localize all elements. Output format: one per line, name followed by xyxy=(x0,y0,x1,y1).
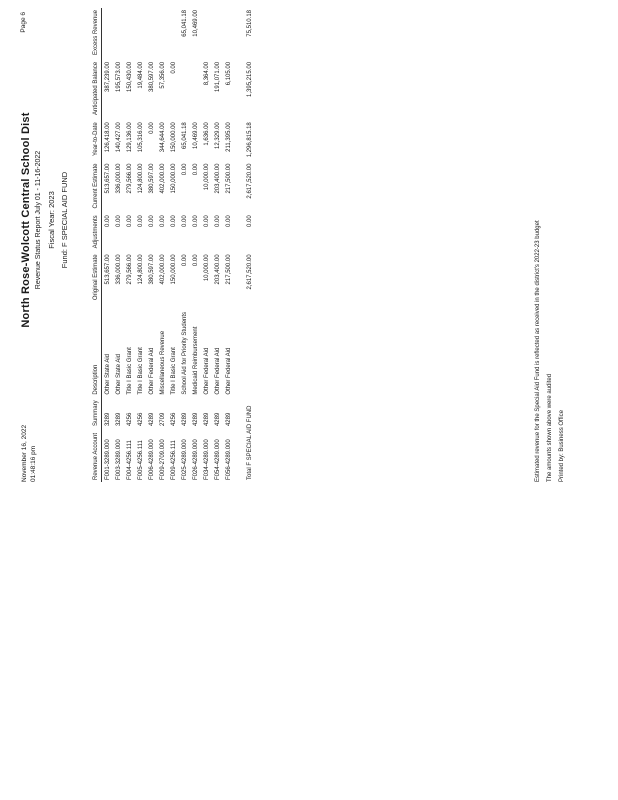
original-cell: 203,400.00 xyxy=(214,254,221,285)
footnote: The amounts shown above were audited xyxy=(547,373,553,482)
anticipated-cell: 195,573.00 xyxy=(115,61,122,92)
table-row xyxy=(124,8,135,482)
description-cell: Title I Basic Grant xyxy=(170,347,177,395)
account-cell: F025-4289.000 xyxy=(181,439,188,480)
table-row xyxy=(146,8,157,482)
anticipated-cell: 380,597.00 xyxy=(148,61,155,92)
revenue-table xyxy=(92,8,256,482)
col-adjustments: Adjustments xyxy=(92,213,102,252)
table-row xyxy=(135,8,146,482)
table-header-row xyxy=(92,8,102,482)
summary-cell: 4289 xyxy=(181,412,188,427)
current-cell: 150,000.00 xyxy=(170,163,177,194)
table-row xyxy=(212,8,223,482)
original-cell: 124,800.00 xyxy=(137,254,144,285)
col-summary: Summary xyxy=(92,397,102,428)
report-time: 01:48:16 pm xyxy=(30,445,37,482)
adjustments-cell: 0.00 xyxy=(214,215,221,228)
summary-cell: 2709 xyxy=(159,412,166,427)
page-number: Page 6 xyxy=(20,12,27,33)
summary-cell: 4289 xyxy=(214,412,221,427)
description-cell: Other Federal Aid xyxy=(214,347,221,395)
excess-cell xyxy=(201,8,212,60)
ytd-cell: 344,644.00 xyxy=(159,122,166,153)
ytd-cell: 211,395.00 xyxy=(225,122,232,152)
current-cell: 380,597.00 xyxy=(148,163,155,194)
adjustments-cell: 0.00 xyxy=(159,215,166,228)
excess-cell xyxy=(223,8,234,60)
col-original-estimate: Original Estimate xyxy=(92,252,102,305)
description-cell: Other Federal Aid xyxy=(203,347,210,395)
description-cell: Other State Aid xyxy=(104,353,111,395)
col-description: Description xyxy=(92,305,102,397)
current-cell: 513,657.00 xyxy=(104,163,111,194)
ytd-cell: 1,636.00 xyxy=(203,122,210,146)
description-cell: Other Federal Aid xyxy=(148,347,155,395)
col-year-to-date: Year-to-Date xyxy=(92,120,102,161)
table-row xyxy=(223,8,234,482)
summary-cell: 4289 xyxy=(203,412,210,427)
table-row xyxy=(190,8,201,482)
account-cell: F054-4289.000 xyxy=(214,439,221,480)
current-cell: 279,566.00 xyxy=(126,163,133,194)
account-cell: F001-3289.000 xyxy=(104,439,111,480)
ytd-cell: 129,136.00 xyxy=(126,122,133,153)
col-anticipated-balance: Anticipated Balance xyxy=(92,60,102,120)
total-label: Total F SPECIAL AID FUND xyxy=(247,405,253,480)
anticipated-cell: 191,071.00 xyxy=(214,61,221,92)
current-cell: 124,800.00 xyxy=(137,163,144,194)
ytd-cell: 0.00 xyxy=(148,122,155,134)
total-excess: 75,510.18 xyxy=(247,10,253,37)
original-cell: 279,566.00 xyxy=(126,254,133,285)
anticipated-cell: 8,364.00 xyxy=(203,61,210,86)
current-cell: 10,000.00 xyxy=(203,163,210,191)
adjustments-cell: 0.00 xyxy=(115,215,122,228)
ytd-cell: 10,469.00 xyxy=(192,122,199,149)
footnote: Printed by: Business Office xyxy=(559,410,565,482)
account-cell: F009-4256.111 xyxy=(170,440,177,480)
table-row xyxy=(179,8,190,482)
excess-cell: 65,041.18 xyxy=(181,10,188,37)
col-current-estimate: Current Estimate xyxy=(92,162,102,214)
fiscal-year: Fiscal Year: 2023 xyxy=(47,191,56,249)
excess-cell xyxy=(124,8,135,60)
excess-cell xyxy=(135,8,146,60)
description-cell: Other State Aid xyxy=(115,353,122,395)
summary-cell: 4256 xyxy=(137,412,144,427)
adjustments-cell: 0.00 xyxy=(148,215,155,228)
anticipated-cell: 19,484.00 xyxy=(137,61,144,89)
summary-cell: 4289 xyxy=(225,412,232,427)
report-header-left xyxy=(20,425,38,482)
original-cell: 0.00 xyxy=(181,254,188,267)
anticipated-cell: 0.00 xyxy=(170,61,177,74)
description-cell: Title I Basic Grant xyxy=(126,347,133,395)
current-cell: 402,000.00 xyxy=(159,163,166,194)
anticipated-cell: 6,105.00 xyxy=(225,61,232,86)
col-excess-revenue: Excess Revenue xyxy=(92,8,102,60)
description-cell: School Aid for Priority Students xyxy=(181,311,188,395)
ytd-cell: 126,418.00 xyxy=(104,122,111,153)
col-revenue-account: Revenue Account xyxy=(92,428,102,482)
excess-cell: 10,469.00 xyxy=(192,10,199,37)
original-cell: 380,597.00 xyxy=(148,254,155,285)
total-ytd: 1,296,815.18 xyxy=(247,122,253,158)
excess-cell xyxy=(157,8,168,60)
account-cell: F004-4256.111 xyxy=(126,440,133,480)
account-cell: F003-3289.000 xyxy=(115,439,122,480)
original-cell: 402,000.00 xyxy=(159,254,166,285)
excess-cell xyxy=(102,8,114,60)
summary-cell: 3289 xyxy=(115,412,122,427)
adjustments-cell: 0.00 xyxy=(126,215,133,228)
account-cell: F034-4289.000 xyxy=(203,439,210,480)
excess-cell xyxy=(212,8,223,60)
table-row xyxy=(201,8,212,482)
excess-cell xyxy=(146,8,157,60)
adjustments-cell: 0.00 xyxy=(104,215,111,228)
excess-cell xyxy=(113,8,124,60)
description-cell: Medicaid Reimbursement xyxy=(192,326,199,395)
original-cell: 10,000.00 xyxy=(203,254,210,282)
adjustments-cell: 0.00 xyxy=(192,215,199,228)
report-title-block xyxy=(20,80,69,360)
total-adjustments: 0.00 xyxy=(247,215,253,228)
current-cell: 203,400.00 xyxy=(214,163,221,194)
current-cell: 0.00 xyxy=(181,163,188,176)
ytd-cell: 150,000.00 xyxy=(170,122,177,153)
anticipated-cell xyxy=(190,60,201,120)
anticipated-cell: 387,239.00 xyxy=(104,61,111,92)
summary-cell: 4256 xyxy=(126,412,133,427)
ytd-cell: 12,329.00 xyxy=(214,122,221,149)
summary-cell: 4289 xyxy=(192,412,199,427)
original-cell: 336,000.00 xyxy=(115,254,122,285)
original-cell: 0.00 xyxy=(192,254,199,267)
table-row xyxy=(157,8,168,482)
report-date: November 16, 2022 xyxy=(21,424,28,482)
account-cell: F006-4289.000 xyxy=(148,439,155,480)
summary-cell: 4289 xyxy=(148,412,155,427)
adjustments-cell: 0.00 xyxy=(137,215,144,228)
ytd-cell: 140,427.00 xyxy=(115,122,122,153)
total-row xyxy=(234,8,256,482)
total-anticipated: 1,395,215.00 xyxy=(247,61,253,97)
account-cell: F009-2709.000 xyxy=(159,439,166,480)
adjustments-cell: 0.00 xyxy=(170,215,177,228)
current-cell: 0.00 xyxy=(192,163,199,176)
adjustments-cell: 0.00 xyxy=(181,215,188,228)
account-cell: F056-4289.000 xyxy=(225,439,232,480)
summary-cell: 4256 xyxy=(170,412,177,427)
excess-cell xyxy=(168,8,179,60)
account-cell: F005-4256.111 xyxy=(137,440,144,480)
footnote: Estimated revenue for the Special Aid Fund is reflected as received in the district's 2022-23 budget xyxy=(535,220,541,482)
ytd-cell: 65,041.18 xyxy=(181,122,188,149)
fund-name: Fund: F SPECIAL AID FUND xyxy=(60,171,69,269)
description-cell: Miscellaneous Revenue xyxy=(159,330,166,395)
footnotes xyxy=(532,220,568,482)
total-original: 2,617,520.00 xyxy=(247,254,253,290)
summary-cell: 3289 xyxy=(104,412,111,427)
description-cell: Other Federal Aid xyxy=(225,347,232,395)
ytd-cell: 105,316.00 xyxy=(137,122,144,153)
adjustments-cell: 0.00 xyxy=(225,215,232,228)
district-name: North Rose-Wolcott Central School Dist xyxy=(20,112,32,328)
report-title: Revenue Status Report July 01 - 11-16-2022 xyxy=(35,150,42,290)
anticipated-cell: 57,356.00 xyxy=(159,61,166,89)
anticipated-cell: 150,430.00 xyxy=(126,61,133,92)
current-cell: 336,000.00 xyxy=(115,163,122,194)
original-cell: 513,657.00 xyxy=(104,254,111,285)
adjustments-cell: 0.00 xyxy=(203,215,210,228)
current-cell: 217,500.00 xyxy=(225,163,232,194)
anticipated-cell xyxy=(179,60,190,120)
account-cell: F026-4289.000 xyxy=(192,439,199,480)
description-cell: Title I Basic Grant xyxy=(137,347,144,395)
table-row xyxy=(113,8,124,482)
original-cell: 150,000.00 xyxy=(170,254,177,285)
table-row xyxy=(168,8,179,482)
table-row xyxy=(102,8,114,482)
total-current: 2,617,520.00 xyxy=(247,163,253,199)
original-cell: 217,500.00 xyxy=(225,254,232,285)
